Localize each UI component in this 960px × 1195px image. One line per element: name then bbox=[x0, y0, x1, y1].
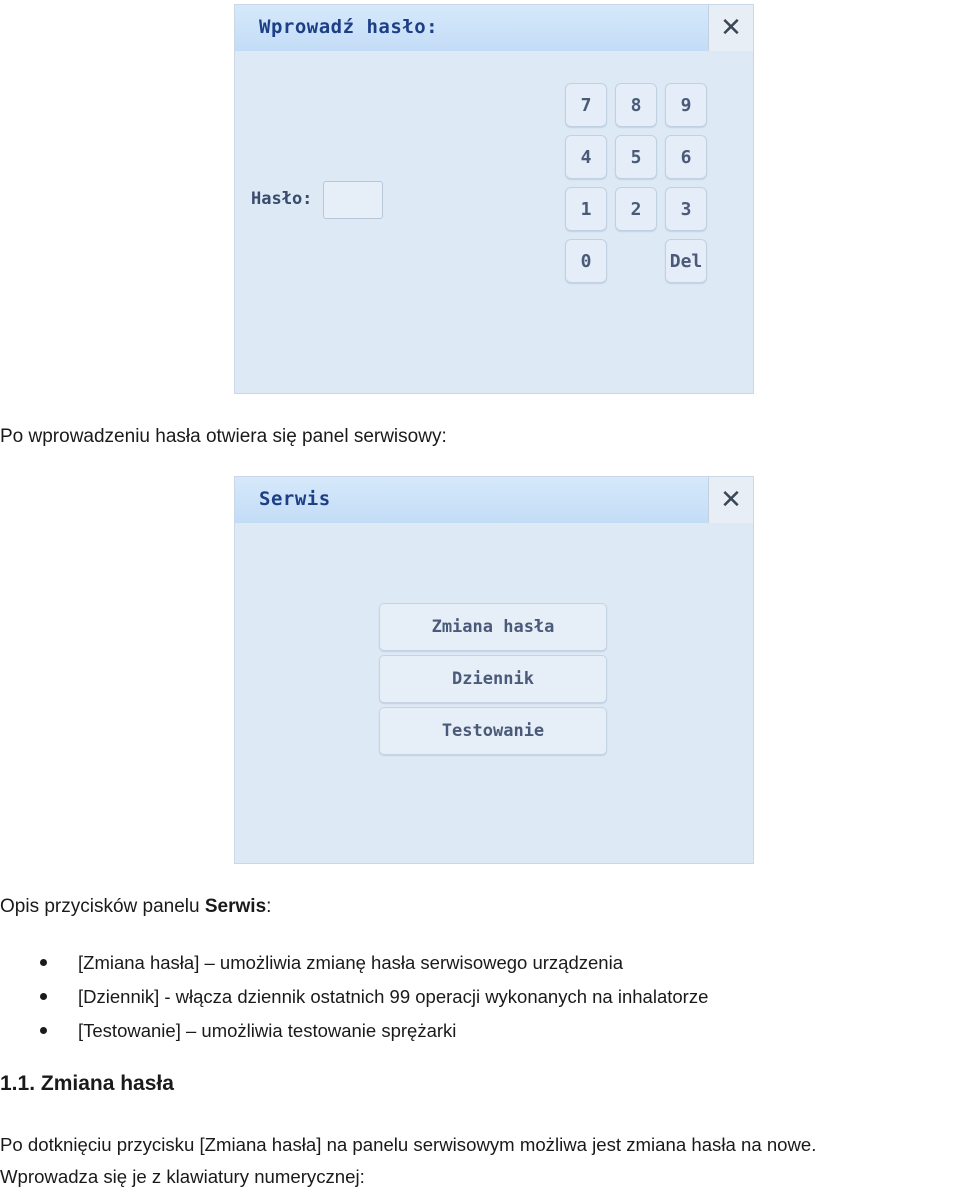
key-7[interactable]: 7 bbox=[565, 83, 607, 127]
bullet-icon bbox=[40, 1027, 47, 1034]
password-dialog-screenshot bbox=[234, 4, 754, 394]
key-del[interactable]: Del bbox=[665, 239, 707, 283]
bullet-icon bbox=[40, 959, 47, 966]
key-6[interactable]: 6 bbox=[665, 135, 707, 179]
key-2[interactable]: 2 bbox=[615, 187, 657, 231]
password-field[interactable] bbox=[323, 181, 383, 219]
buttons-intro-bold: Serwis bbox=[204, 896, 267, 917]
bullet-icon bbox=[40, 993, 47, 1000]
close-icon[interactable]: ✕ bbox=[708, 477, 753, 523]
paragraph-line-2: Wprowadza się je z klawiatury numerycznej: bbox=[0, 1166, 365, 1187]
password-dialog-titlebar bbox=[235, 5, 753, 51]
service-dialog-screenshot bbox=[234, 476, 754, 864]
after-password-text: Po wprowadzeniu hasła otwiera się panel serwisowy: bbox=[0, 426, 447, 447]
password-label: Hasło: bbox=[251, 189, 313, 209]
service-dialog-title: Serwis bbox=[259, 488, 331, 510]
key-3[interactable]: 3 bbox=[665, 187, 707, 231]
section-heading: 1.1. Zmiana hasła bbox=[0, 1072, 174, 1095]
buttons-intro bbox=[0, 896, 271, 918]
list-item-text: [Zmiana hasła] – umożliwia zmianę hasła serwisowego urządzenia bbox=[78, 952, 623, 973]
list-item-text: [Testowanie] – umożliwia testowanie sprężarki bbox=[78, 1020, 457, 1041]
paragraph-line-1: Po dotknięciu przycisku [Zmiana hasła] na panelu serwisowym możliwa jest zmiana hasła na nowe. bbox=[0, 1134, 817, 1155]
list-item bbox=[0, 980, 708, 1014]
key-0[interactable]: 0 bbox=[565, 239, 607, 283]
key-1[interactable]: 1 bbox=[565, 187, 607, 231]
service-dialog-titlebar bbox=[235, 477, 753, 523]
key-5[interactable]: 5 bbox=[615, 135, 657, 179]
key-9[interactable]: 9 bbox=[665, 83, 707, 127]
list-item-text: [Dziennik] - włącza dziennik ostatnich 99 operacji wykonanych na inhalatorze bbox=[78, 986, 709, 1007]
buttons-intro-suffix: : bbox=[266, 896, 272, 917]
buttons-intro-prefix: Opis przycisków panelu bbox=[0, 896, 205, 917]
button-description-list bbox=[0, 946, 708, 1048]
close-icon[interactable]: ✕ bbox=[708, 5, 753, 51]
key-8[interactable]: 8 bbox=[615, 83, 657, 127]
log-button[interactable]: Dziennik bbox=[379, 655, 607, 703]
list-item bbox=[0, 1014, 708, 1048]
change-password-button[interactable]: Zmiana hasła bbox=[379, 603, 607, 651]
key-4[interactable]: 4 bbox=[565, 135, 607, 179]
list-item bbox=[0, 946, 708, 980]
password-dialog-title: Wprowadź hasło: bbox=[259, 16, 439, 38]
testing-button[interactable]: Testowanie bbox=[379, 707, 607, 755]
